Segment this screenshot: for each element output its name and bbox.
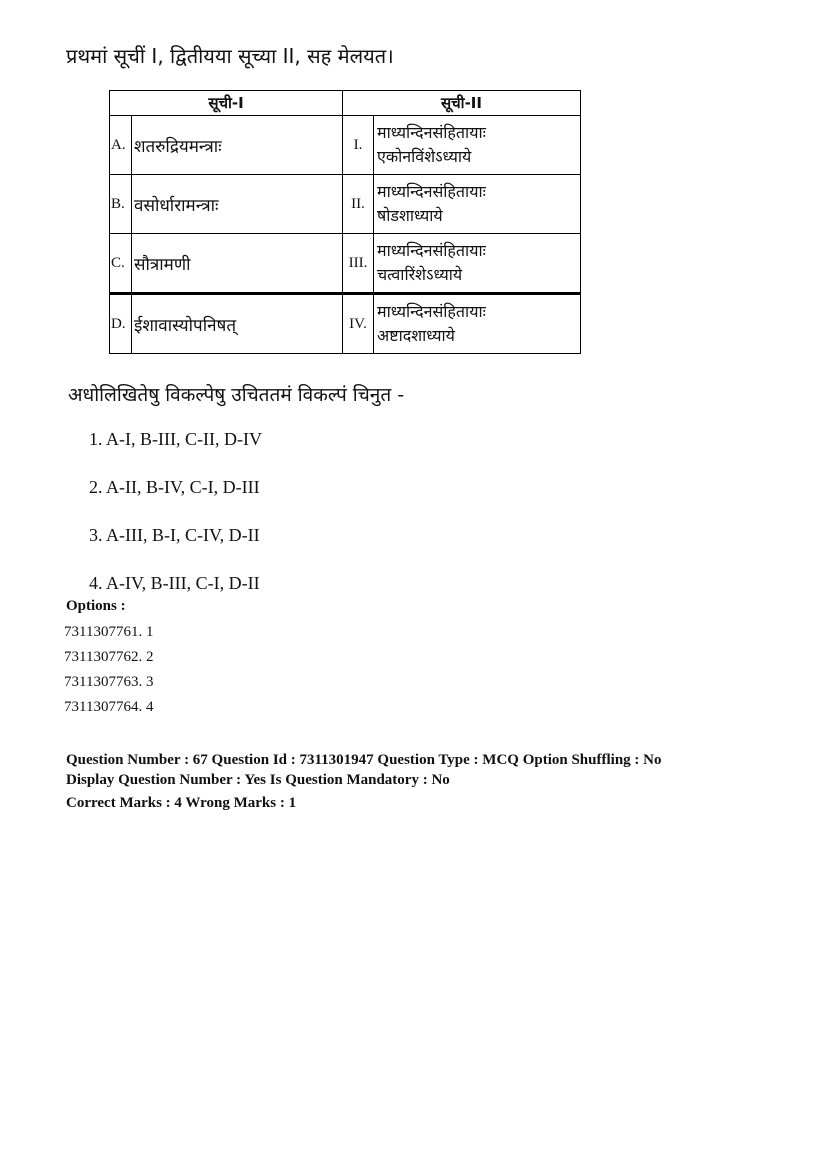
table-row (110, 234, 581, 294)
answer-choice: 3. A-III, B-I, C-IV, D-II (89, 525, 260, 545)
option-item: 7311307762. 2 (64, 649, 154, 665)
list-1-header: सूची-I (110, 91, 343, 116)
list-1-item: सौत्रामणी (132, 234, 343, 294)
row-key-roman: II. (343, 175, 374, 234)
list-2-item-line1: माध्यन्दिनसंहितायाः (377, 182, 486, 201)
marks-line: Correct Marks : 4 Wrong Marks : 1 (66, 795, 297, 811)
list-2-item-line1: माध्यन्दिनसंहितायाः (377, 302, 486, 321)
list-2-item (374, 234, 581, 294)
list-2-item-line2: चत्वारिंशेऽध्याये (377, 265, 463, 284)
list-1-item: वसोर्धारामन्त्राः (132, 175, 343, 234)
match-table (109, 90, 581, 354)
answer-choices (89, 427, 262, 619)
row-key: A. (110, 116, 132, 175)
option-item: 7311307761. 1 (64, 624, 154, 640)
answer-choice: 2. A-II, B-IV, C-I, D-III (89, 477, 260, 497)
answer-choice: 1. A-I, B-III, C-II, D-IV (89, 429, 262, 449)
list-2-item-line1: माध्यन्दिनसंहितायाः (377, 241, 486, 260)
question-metadata (66, 750, 766, 813)
list-2-header: सूची-II (343, 91, 581, 116)
row-key: B. (110, 175, 132, 234)
list-2-item-line2: अष्टादशाध्याये (377, 326, 455, 345)
metadata-line: Question Number : 67 Question Id : 7311301947 Question Type : MCQ Option Shuffling : No (66, 752, 662, 768)
options-list (64, 622, 153, 722)
row-key: C. (110, 234, 132, 294)
row-key-roman: IV. (343, 294, 374, 354)
options-label: Options : (66, 598, 126, 614)
list-2-item-line2: एकोनविंशेऽध्याये (377, 147, 472, 166)
option-item: 7311307763. 3 (64, 674, 154, 690)
question-text: प्रथमां सूचीं I, द्वितीयया सूच्या II, सह मेलयत। (66, 44, 394, 68)
table-row (110, 294, 581, 354)
table-row (110, 175, 581, 234)
list-1-item: ईशावास्योपनिषत् (132, 294, 343, 354)
list-2-item (374, 175, 581, 234)
metadata-line: Display Question Number : Yes Is Question Mandatory : No (66, 772, 450, 788)
list-2-item-line1: माध्यन्दिनसंहितायाः (377, 123, 486, 142)
table-header-row (110, 91, 581, 116)
option-item: 7311307764. 4 (64, 699, 154, 715)
list-2-item (374, 116, 581, 175)
answer-choice: 4. A-IV, B-III, C-I, D-II (89, 573, 260, 593)
instruction-text: अधोलिखितेषु विकल्पेषु उचिततमं विकल्पं चिनुत - (68, 384, 405, 406)
row-key: D. (110, 294, 132, 354)
row-key-roman: III. (343, 234, 374, 294)
list-2-item-line2: षोडशाध्याये (377, 206, 443, 225)
list-1-item: शतरुद्रियमन्त्राः (132, 116, 343, 175)
row-key-roman: I. (343, 116, 374, 175)
table-row (110, 116, 581, 175)
list-2-item (374, 294, 581, 354)
